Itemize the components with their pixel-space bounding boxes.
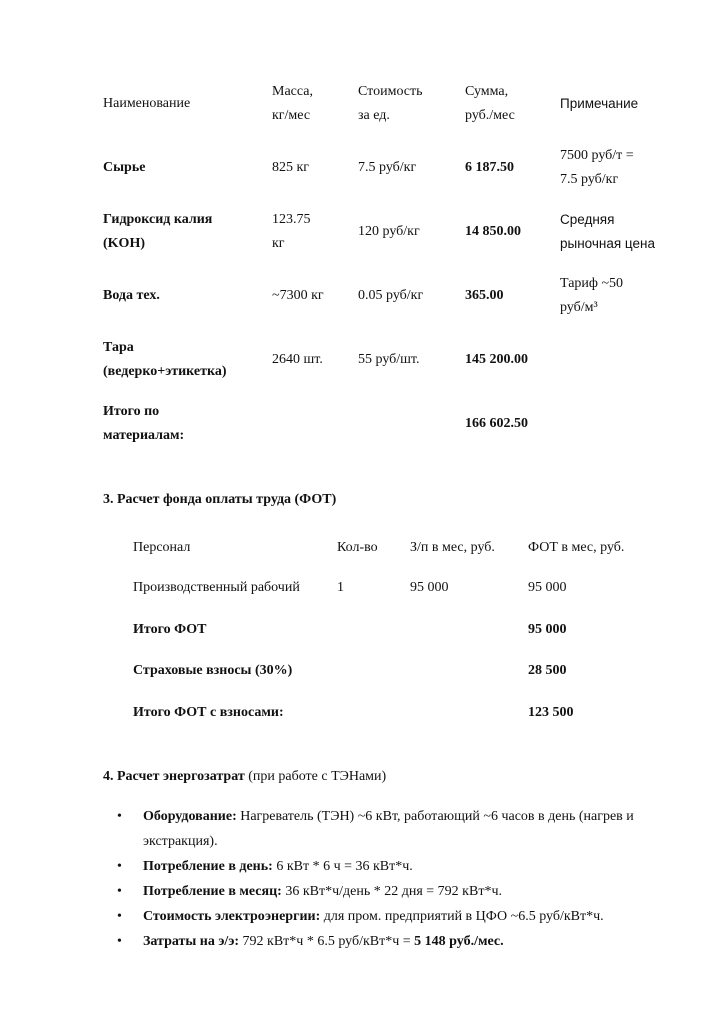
list-item [103, 879, 673, 904]
header-sum-line2: руб./мес [465, 108, 515, 123]
section4-heading-bold: 4. Расчет энергозатрат [103, 769, 245, 784]
header-unit-cost-line1: Стоимость [358, 84, 423, 99]
payroll-row-count: 1 [337, 580, 344, 595]
bullet-label: Потребление в день: [143, 859, 273, 874]
bullet-glyph: • [117, 884, 122, 899]
payroll-row-fot: 95 000 [528, 580, 567, 595]
row-container-name [103, 336, 227, 384]
row-koh-mass [272, 208, 311, 256]
list-item [103, 854, 673, 879]
row-water-note-line2: руб/м³ [560, 300, 598, 315]
materials-total-label [103, 400, 184, 448]
row-koh-mass-line2: кг [272, 236, 285, 251]
list-item [103, 804, 673, 854]
payroll-header-salary: З/п в мес, руб. [410, 540, 495, 555]
row-water-name: Вода тех. [103, 288, 160, 303]
header-name: Наименование [103, 96, 191, 111]
bullet-glyph: • [117, 934, 122, 949]
payroll-header-count: Кол-во [337, 540, 378, 555]
bullet-label: Потребление в месяц: [143, 884, 282, 899]
insurance-label: Страховые взносы (30%) [133, 663, 293, 678]
row-raw-note-line2: 7.5 руб/кг [560, 172, 619, 187]
materials-total-label-line1: Итого по [103, 404, 160, 419]
bullet-label: Оборудование: [143, 809, 237, 824]
row-container-unit-cost: 55 руб/шт. [358, 352, 420, 367]
section4-heading-rest: (при работе с ТЭНами) [244, 769, 387, 784]
bullet-label: Стоимость электроэнергии: [143, 909, 321, 924]
row-container-sum: 145 200.00 [465, 352, 528, 367]
bullet-text: 6 кВт * 6 ч = 36 кВт*ч. [272, 859, 413, 874]
insurance-value: 28 500 [528, 663, 567, 678]
header-unit-cost [358, 80, 423, 128]
bullet-glyph: • [117, 809, 122, 824]
row-water-note-line1: Тариф ~50 [560, 276, 624, 291]
row-raw-note [560, 144, 634, 192]
row-raw-note-line1: 7500 руб/т = [560, 148, 634, 163]
row-koh-name [103, 208, 212, 256]
energy-bullet-list [103, 804, 673, 954]
payroll-header-fot: ФОТ в мес, руб. [528, 540, 625, 555]
bullet-text: 792 кВт*ч * 6.5 руб/кВт*ч = [239, 934, 415, 949]
row-koh-note [560, 208, 655, 256]
materials-total-sum: 166 602.50 [465, 416, 528, 431]
row-koh-note-line1: Средняя [560, 212, 615, 227]
bullet-label: Затраты на э/э: [143, 934, 240, 949]
row-koh-note-line2: рыночная цена [560, 236, 655, 251]
row-raw-unit-cost: 7.5 руб/кг [358, 160, 417, 175]
header-sum-line1: Сумма, [465, 84, 509, 99]
header-note: Примечание [560, 96, 639, 111]
total-fot-value: 95 000 [528, 622, 567, 637]
bullet-text: 36 кВт*ч/день * 22 дня = 792 кВт*ч. [281, 884, 502, 899]
header-mass-line1: Масса, [272, 84, 313, 99]
payroll-row-salary: 95 000 [410, 580, 449, 595]
row-water-unit-cost: 0.05 руб/кг [358, 288, 424, 303]
materials-total-label-line2: материалам: [103, 428, 185, 443]
bullet-result: 5 148 руб./мес. [414, 934, 504, 949]
payroll-row-personnel: Производственный рабочий [133, 580, 300, 595]
header-sum [465, 80, 515, 128]
section4-heading [103, 765, 386, 789]
row-koh-name-line1: Гидроксид калия [103, 212, 213, 227]
row-raw-name: Сырье [103, 160, 146, 175]
row-koh-mass-line1: 123.75 [272, 212, 311, 227]
row-container-mass: 2640 шт. [272, 352, 323, 367]
list-item [103, 904, 673, 929]
bullet-glyph: • [117, 859, 122, 874]
row-container-name-line2: (ведерко+этикетка) [103, 364, 227, 379]
bullet-text: Нагреватель (ТЭН) ~6 кВт, работающий ~6 часов в день (нагрев и экстракция). [143, 809, 634, 849]
row-raw-sum: 6 187.50 [465, 160, 514, 175]
row-koh-unit-cost: 120 руб/кг [358, 224, 420, 239]
row-water-mass: ~7300 кг [272, 288, 324, 303]
header-mass [272, 80, 313, 128]
row-koh-sum: 14 850.00 [465, 224, 521, 239]
row-container-name-line1: Тара [103, 340, 134, 355]
payroll-header-personnel: Персонал [133, 540, 191, 555]
section3-heading: 3. Расчет фонда оплаты труда (ФОТ) [103, 492, 337, 507]
total-fot-label: Итого ФОТ [133, 622, 207, 637]
row-water-sum: 365.00 [465, 288, 504, 303]
row-water-note [560, 272, 623, 320]
header-mass-line2: кг/мес [272, 108, 311, 123]
header-unit-cost-line2: за ед. [358, 108, 390, 123]
bullet-text: для пром. предприятий в ЦФО ~6.5 руб/кВт*ч. [320, 909, 604, 924]
row-koh-name-line2: (KOH) [103, 236, 145, 251]
list-item [103, 929, 673, 954]
bullet-glyph: • [117, 909, 122, 924]
row-raw-mass: 825 кг [272, 160, 310, 175]
total-with-label: Итого ФОТ с взносами: [133, 705, 284, 720]
total-with-value: 123 500 [528, 705, 574, 720]
